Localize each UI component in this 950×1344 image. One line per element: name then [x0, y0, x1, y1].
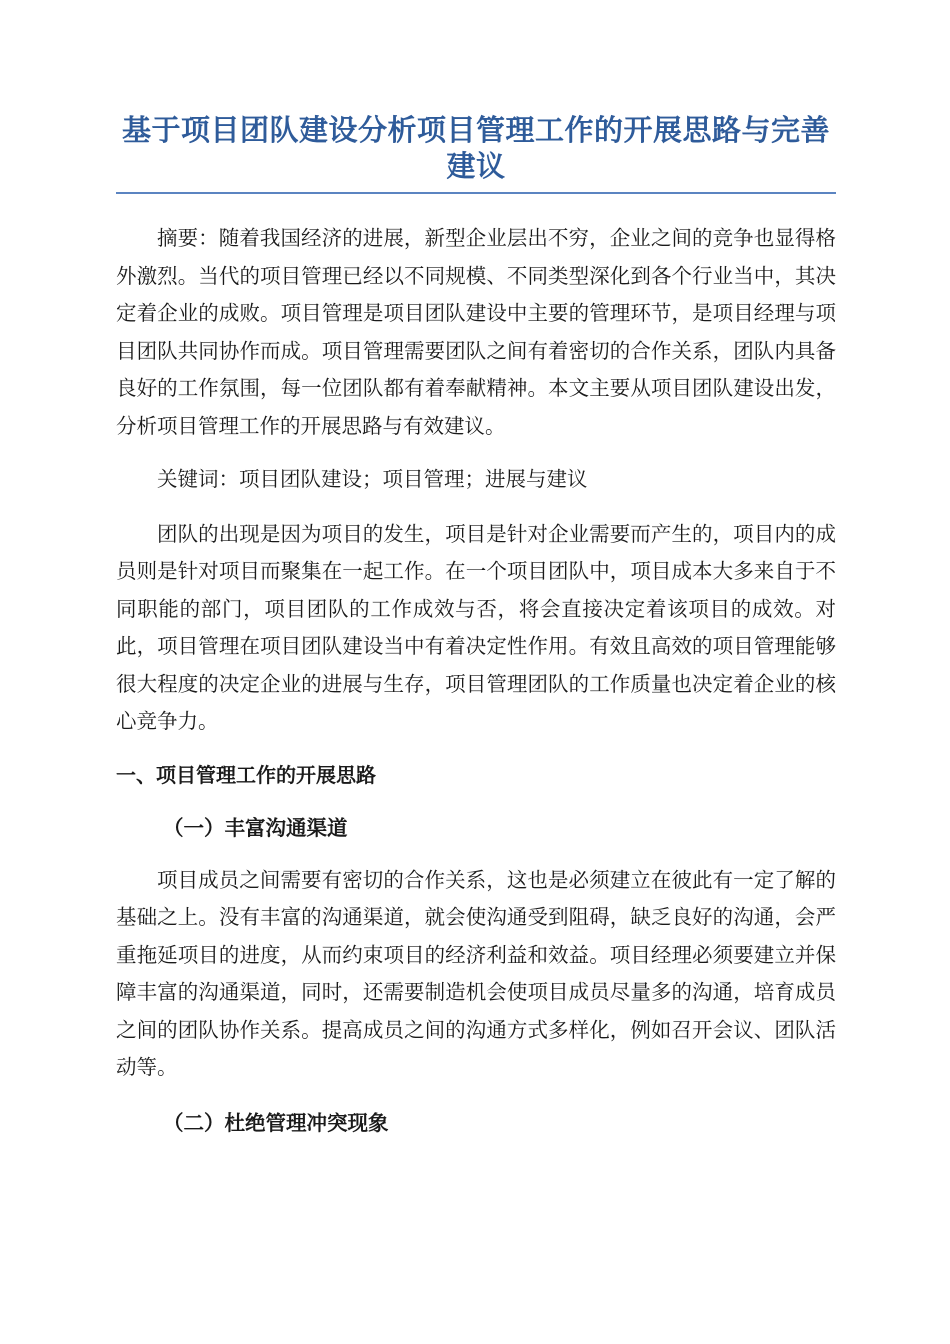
- subsection-heading-2: （二）杜绝管理冲突现象: [163, 1110, 389, 1135]
- abstract-paragraph: 摘要：随着我国经济的进展，新型企业层出不穷，企业之间的竞争也显得格外激烈。当代的项目管理已经以不同规模、不同类型深化到各个行业当中，其决定着企业的成败。项目管理是项目团队建设中主要的管理环节，是项目经理与项目团队共同协作而成。项目管理需要团队之间有着密切的合作关系，团队内具备良好的工作氛围，每一位团队都有着奉献精神。本文主要从项目团队建设出发，分析项目管理工作的开展思路与有效建议。: [116, 226, 836, 438]
- keywords-paragraph: 关键词：项目团队建设；项目管理；进展与建议: [157, 467, 588, 491]
- document-page: [116, 112, 836, 1142]
- section-heading-1: 一、项目管理工作的开展思路: [116, 762, 376, 787]
- intro-paragraph: 团队的出现是因为项目的发生，项目是针对企业需要而产生的，项目内的成员则是针对项目而聚集在一起工作。在一个项目团队中，项目成本大多来自于不同职能的部门，项目团队的工作成效与否，将会直接决定着该项目的成效。对此，项目管理在项目团队建设当中有着决定性作用。有效且高效的项目管理能够很大程度的决定企业的进展与生存，项目管理团队的工作质量也决定着企业的核心竞争力。: [116, 521, 836, 733]
- subsection-heading-1: （一）丰富沟通渠道: [163, 816, 348, 840]
- subsection-1-paragraph: 项目成员之间需要有密切的合作关系，这也是必须建立在彼此有一定了解的基础之上。没有丰富的沟通渠道，就会使沟通受到阻碍，缺乏良好的沟通，会严重拖延项目的进度，从而约束项目的经济利益和效益。项目经理必须要建立并保障丰富的沟通渠道，同时，还需要制造机会使项目成员尽量多的沟通，培育成员之间的团队协作关系。提高成员之间的沟通方式多样化，例如召开会议、团队活动等。: [116, 867, 836, 1079]
- document-title: 基于项目团队建设分析项目管理工作的开展思路与完善建议: [116, 112, 836, 194]
